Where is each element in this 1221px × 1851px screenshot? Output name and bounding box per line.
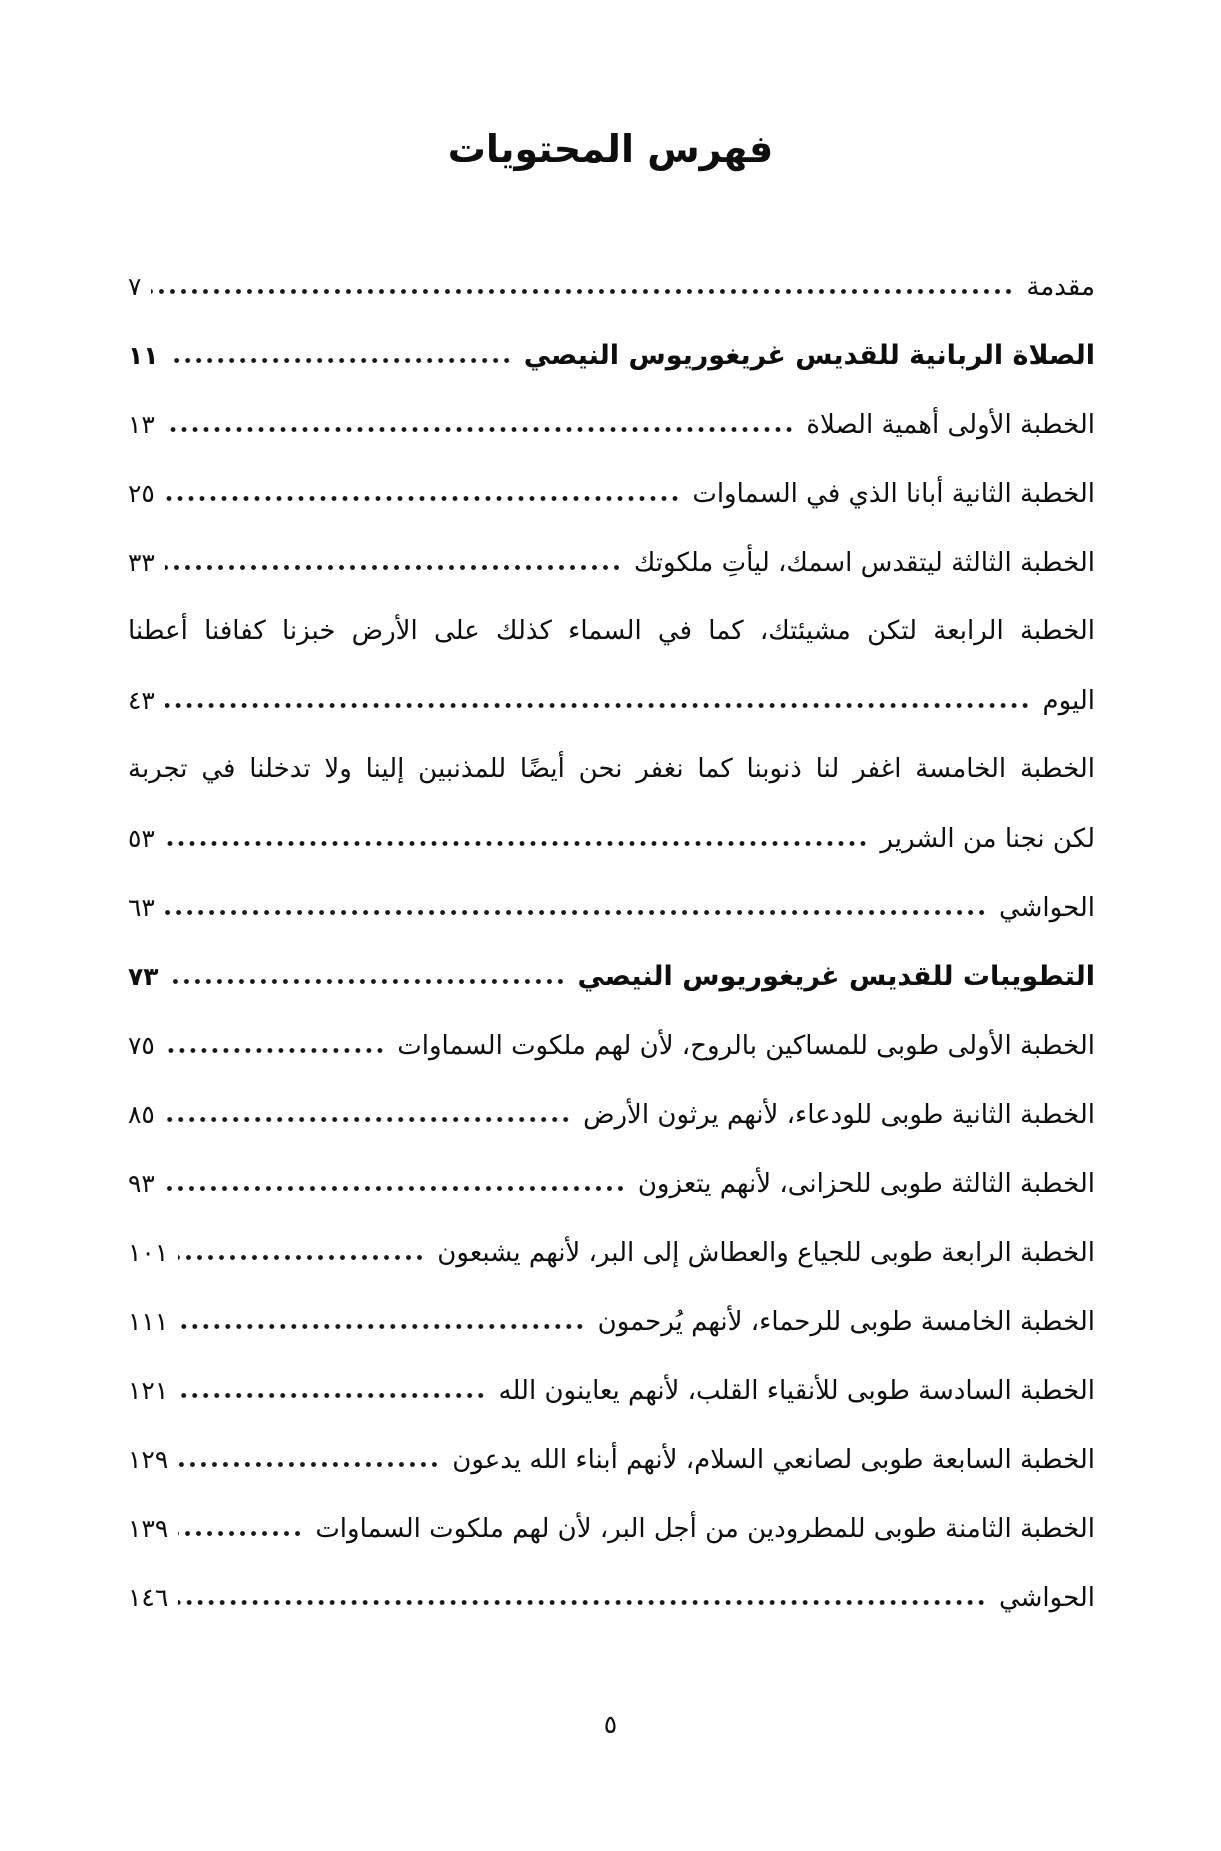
toc-entry-lines [128,1425,1095,1494]
toc-entry-line [128,873,1095,942]
toc-entry-line [128,1356,1095,1425]
toc-entry-title: الخطبة الثالثة ليتقدس اسمك، ليأتِ ملكوتك [633,548,1095,578]
toc-entry-line [128,666,1095,735]
toc-entry-lines [128,1356,1095,1425]
toc-entry-title: الخطبة السابعة طوبى لصانعي السلام، لأنهم أبناء الله يدعون [452,1445,1095,1475]
toc-entry-lines [128,528,1095,597]
toc-list [128,252,1095,1632]
toc-entry-lines [128,1563,1095,1632]
toc-entry-line [128,459,1095,528]
toc-entry-line [128,390,1095,459]
toc-entry-page-number: ٦٣ [128,893,155,922]
toc-entry-page-number: ٧ [128,272,142,301]
toc-entry-title: الخطبة السادسة طوبى للأنقياء القلب، لأنهم يعاينون الله [498,1376,1095,1406]
toc-entry-line [128,1425,1095,1494]
toc-entry-page-number: ١٣ [128,410,155,439]
toc-entry-title: الخطبة الخامسة طوبى للرحماء، لأنهم يُرحمون [597,1307,1095,1337]
toc-entry-page-number: ١١ [128,341,159,370]
toc-entry-page-number: ١٣٩ [128,1514,169,1543]
toc-entry-title: الحواشي [998,893,1095,923]
dot-leader [169,978,568,985]
toc-entry-page-number: ٢٥ [128,479,155,508]
dot-leader [165,1116,573,1123]
toc-entry [128,942,1095,1011]
toc-entry-lines [128,597,1095,735]
toc-entry-title: مقدمة [1026,272,1095,302]
toc-entry-title: الخطبة الرابعة طوبى للجياع والعطاش إلى البر، لأنهم يشبعون [437,1238,1095,1268]
toc-entry-lines [128,1287,1095,1356]
toc-entry [128,1425,1095,1494]
toc-entry-page-number: ٩٣ [128,1169,155,1198]
toc-entry-line [128,735,1095,804]
toc-entry-lines [128,252,1095,321]
toc-entry-line [128,1218,1095,1287]
toc-entry-page-number: ٧٣ [128,962,159,991]
toc-entry [128,1149,1095,1218]
toc-entry-line [128,597,1095,666]
toc-entry-title: الخطبة الثانية أبانا الذي في السماوات [692,479,1095,509]
toc-entry [128,735,1095,873]
dot-leader [165,495,683,502]
dot-leader [165,564,624,571]
toc-entry-title: الخطبة الثالثة طوبى للحزانى، لأنهم يتعزون [637,1169,1095,1199]
toc-entry-page-number: ١٢٩ [128,1445,169,1474]
toc-entry [128,1563,1095,1632]
toc-entry [128,873,1095,942]
toc-entry [128,1218,1095,1287]
toc-entry-line [128,1563,1095,1632]
dot-leader [169,357,514,364]
toc-entry-lines [128,735,1095,873]
toc-entry-lines [128,459,1095,528]
dot-leader [165,702,1033,709]
toc-entry [128,597,1095,735]
toc-entry-page-number: ١٠١ [128,1238,169,1267]
dot-leader [165,426,797,433]
toc-entry [128,528,1095,597]
toc-entry-line [128,321,1095,390]
dot-leader [178,1461,442,1468]
toc-entry-title: الخطبة الأولى طوبى للمساكين بالروح، لأن لهم ملكوت السماوات [397,1031,1095,1061]
toc-entry-page-number: ٧٥ [128,1031,155,1060]
dot-leader [178,1530,305,1537]
toc-entry-title: الخطبة الخامسة اغفر لنا ذنوبنا كما نغفر نحن أيضًا للمذنبين إلينا ولا تدخلنا في تجربة [128,754,1095,784]
dot-leader [165,1047,387,1054]
toc-entry-page-number: ٨٥ [128,1100,155,1129]
toc-entry-page-number: ١٢١ [128,1376,169,1405]
toc-entry-line [128,1287,1095,1356]
page-title: فهرس المحتويات [447,127,774,171]
toc-entry-lines [128,873,1095,942]
toc-entry-page-number: ٣٣ [128,548,155,577]
toc-entry-line [128,1494,1095,1563]
toc-entry-title: التطويبات للقديس غريغوريوس النيصي [577,961,1095,992]
toc-entry-lines [128,390,1095,459]
toc-entry-line [128,252,1095,321]
toc-entry-lines [128,1011,1095,1080]
toc-entry-lines [128,1494,1095,1563]
toc-entry-title: اليوم [1042,686,1095,716]
toc-entry-lines [128,321,1095,390]
toc-entry-title: الصلاة الربانية للقديس غريغوريوس النيصي [523,340,1095,371]
toc-entry [128,1356,1095,1425]
toc-entry-line [128,528,1095,597]
toc-entry-page-number: ١١١ [128,1307,169,1336]
toc-entry-line [128,804,1095,873]
toc-entry-title: الخطبة الأولى أهمية الصلاة [806,410,1095,440]
toc-entry-title: الخطبة الثانية طوبى للودعاء، لأنهم يرثون الأرض [583,1100,1095,1130]
toc-entry-line [128,1149,1095,1218]
dot-leader [165,840,871,847]
dot-leader [151,288,1016,295]
toc-entry [128,252,1095,321]
toc-entry-line [128,1080,1095,1149]
toc-entry [128,1080,1095,1149]
toc-entry-title: الحواشي [998,1583,1095,1613]
toc-entry [128,1011,1095,1080]
toc-entry [128,1287,1095,1356]
toc-entry-line [128,1011,1095,1080]
dot-leader [178,1323,587,1330]
toc-entry-lines [128,1080,1095,1149]
toc-entry-title: الخطبة الرابعة لتكن مشيئتك، كما في السماء كذلك على الأرض خبزنا كفافنا أعطنا [128,616,1095,646]
toc-entry [128,1494,1095,1563]
toc-entry [128,390,1095,459]
toc-entry [128,321,1095,390]
dot-leader [178,1599,989,1606]
toc-entry-page-number: ٤٣ [128,686,155,715]
toc-entry-lines [128,942,1095,1011]
toc-entry-page-number: ١٤٦ [128,1583,169,1612]
toc-entry-lines [128,1218,1095,1287]
dot-leader [178,1254,427,1261]
toc-entry-lines [128,1149,1095,1218]
dot-leader [165,909,989,916]
dot-leader [178,1392,488,1399]
toc-entry [128,459,1095,528]
toc-entry-title: الخطبة الثامنة طوبى للمطرودين من أجل البر، لأن لهم ملكوت السماوات [315,1514,1095,1544]
toc-entry-page-number: ٥٣ [128,824,155,853]
page-number: ٥ [603,1710,618,1739]
toc-entry-line [128,942,1095,1011]
toc-entry-title: لكن نجنا من الشرير [880,824,1095,854]
dot-leader [165,1185,628,1192]
